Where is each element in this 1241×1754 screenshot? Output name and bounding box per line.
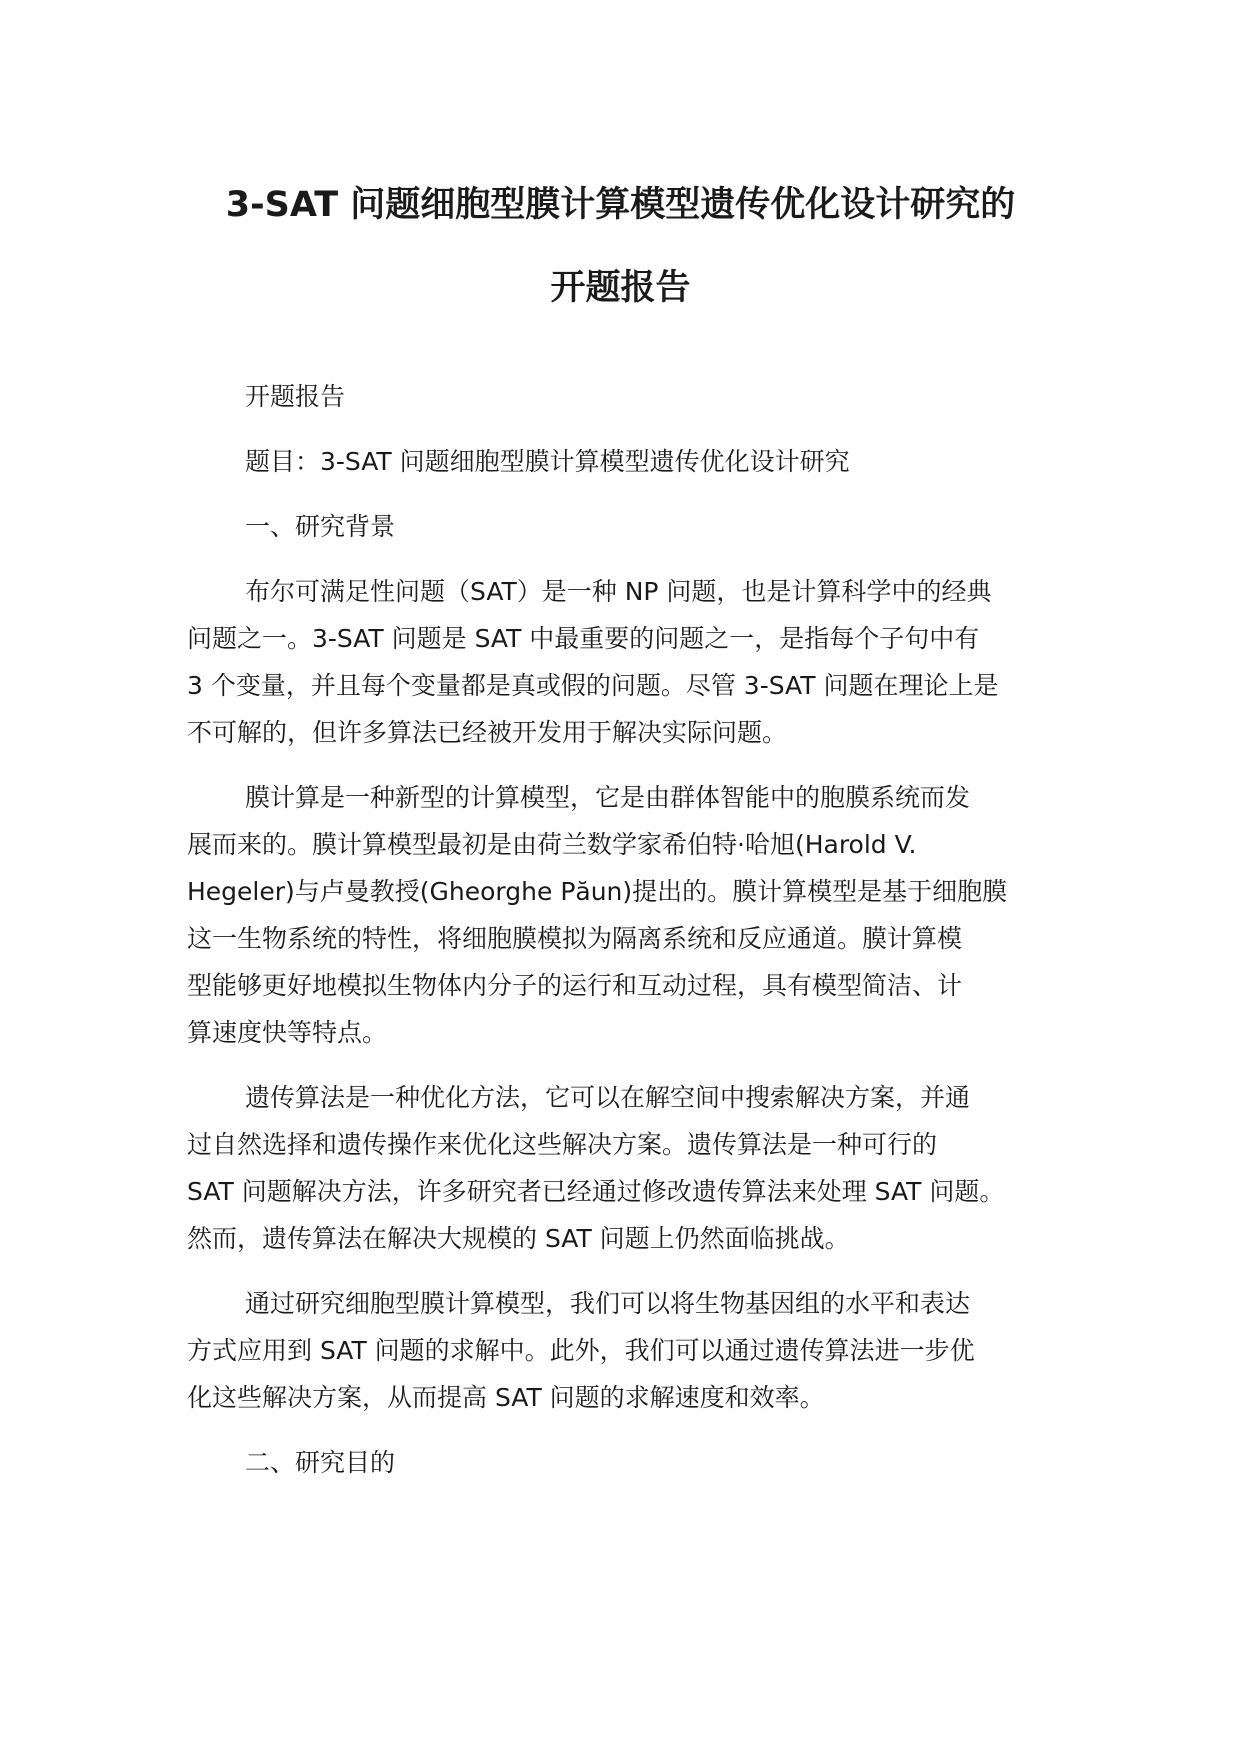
document-title-line-1: 3-SAT 问题细胞型膜计算模型遗传优化设计研究的: [225, 185, 1016, 225]
paragraph-line: 然而，遗传算法在解决大规模的 SAT 问题上仍然面临挑战。: [187, 1224, 850, 1253]
section-heading-background: 一、研究背景: [245, 512, 396, 541]
paragraph-line: 化这些解决方案，从而提高 SAT 问题的求解速度和效率。: [187, 1383, 825, 1412]
paragraph-line: 膜计算是一种新型的计算模型，它是由群体智能中的胞膜系统而发: [245, 783, 971, 812]
section-heading-purpose: 二、研究目的: [245, 1448, 396, 1477]
report-label: 开题报告: [245, 382, 346, 411]
paragraph-line: 过自然选择和遗传操作来优化这些解决方案。遗传算法是一种可行的: [187, 1130, 938, 1159]
paragraph-line: 这一生物系统的特性，将细胞膜模拟为隔离系统和反应通道。膜计算模: [187, 924, 963, 953]
paragraph-line: 3 个变量，并且每个变量都是真或假的问题。尽管 3-SAT 问题在理论上是: [187, 671, 999, 700]
paragraph-line: 算速度快等特点。: [187, 1018, 388, 1047]
paragraph-line: 型能够更好地模拟生物体内分子的运行和互动过程，具有模型简洁、计: [187, 971, 963, 1000]
paragraph-line: 遗传算法是一种优化方法，它可以在解空间中搜索解决方案，并通: [245, 1083, 971, 1112]
paragraph-line: SAT 问题解决方法，许多研究者已经通过修改遗传算法来处理 SAT 问题。: [187, 1177, 1005, 1206]
paragraph-line: 方式应用到 SAT 问题的求解中。此外，我们可以通过遗传算法进一步优: [187, 1336, 975, 1365]
topic-label: 题目：3-SAT 问题细胞型膜计算模型遗传优化设计研究: [245, 447, 850, 476]
document-title-line-2: 开题报告: [550, 268, 691, 308]
paragraph-line: 展而来的。膜计算模型最初是由荷兰数学家希伯特·哈旭(Harold V.: [187, 830, 917, 859]
paragraph-line: 布尔可满足性问题（SAT）是一种 NP 问题，也是计算科学中的经典: [245, 577, 992, 606]
paragraph-line: Hegeler)与卢曼教授(Gheorghe Păun)提出的。膜计算模型是基于细胞膜: [187, 877, 1008, 906]
paragraph-line: 问题之一。3-SAT 问题是 SAT 中最重要的问题之一，是指每个子句中有: [187, 624, 980, 653]
paragraph-line: 通过研究细胞型膜计算模型，我们可以将生物基因组的水平和表达: [245, 1289, 971, 1318]
paragraph-line: 不可解的，但许多算法已经被开发用于解决实际问题。: [187, 718, 788, 747]
